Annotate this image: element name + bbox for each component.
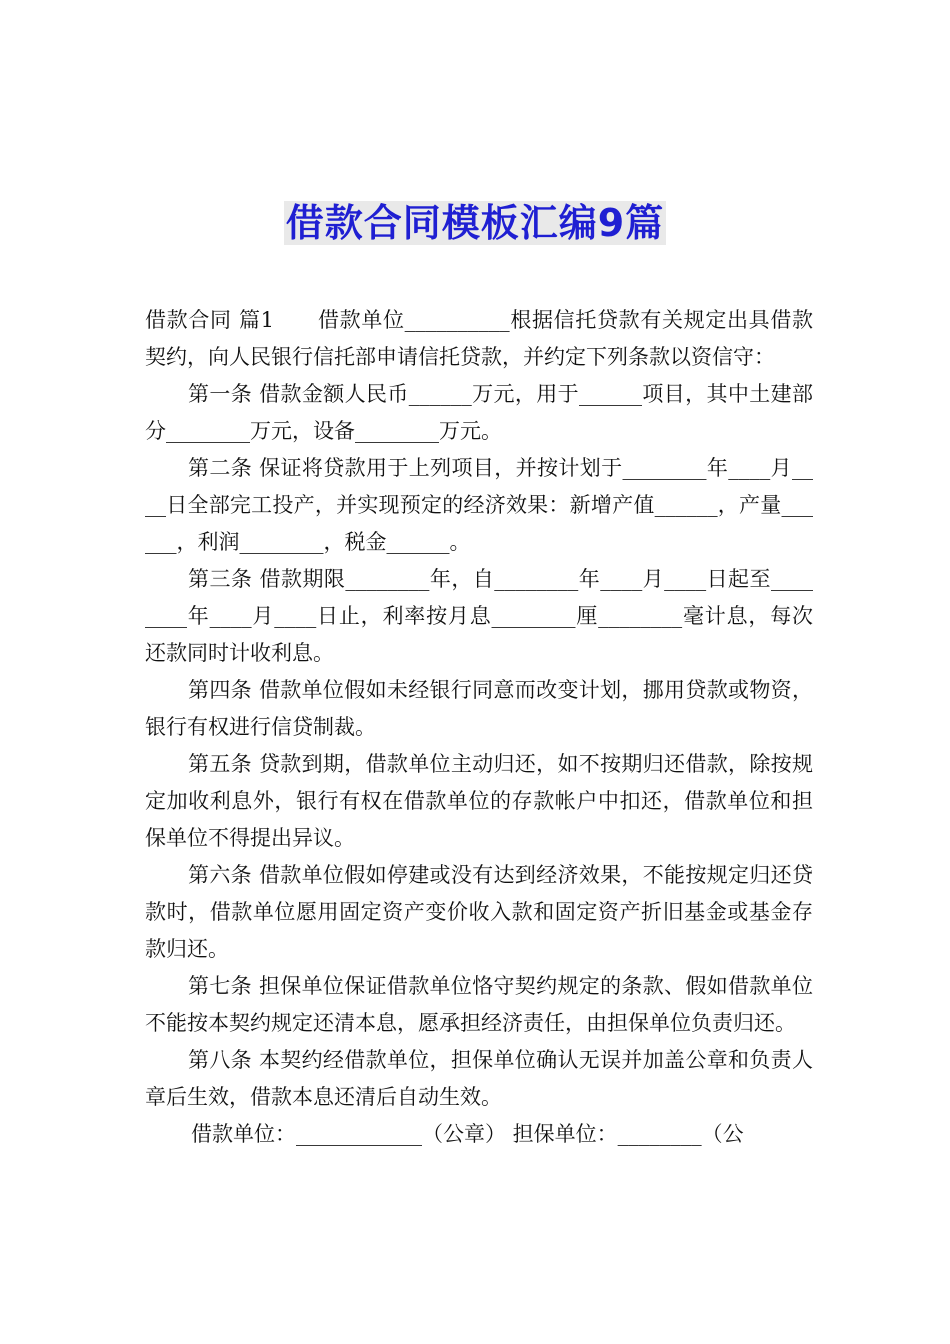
paragraph-article-3: 第三条 借款期限________年，自________年____月____日起至________年____月____日止，利率按月息________厘________毫计息，每次还款同时计收利息。 <box>145 567 813 665</box>
paragraph-intro: 借款合同 篇1 借款单位__________根据信托贷款有关规定出具借款契约，向人民银行信托部申请信托贷款，并约定下列条款以资信守： <box>145 308 813 369</box>
paragraph-article-5: 第五条 贷款到期，借款单位主动归还，如不按期归还借款，除按规定加收利息外，银行有权在借款单位的存款帐户中扣还，借款单位和担保单位不得提出异议。 <box>145 752 813 850</box>
paragraph-article-8: 第八条 本契约经借款单位，担保单位确认无误并加盖公章和负责人章后生效，借款本息还清后自动生效。 <box>145 1048 813 1109</box>
paragraph-article-6: 第六条 借款单位假如停建或没有达到经济效果，不能按规定归还贷款时，借款单位愿用固定资产变价收入款和固定资产折旧基金或基金存款归还。 <box>145 863 813 961</box>
paragraph-article-7: 第七条 担保单位保证借款单位恪守契约规定的条款、假如借款单位不能按本契约规定还清本息，愿承担经济责任，由担保单位负责归还。 <box>145 974 813 1035</box>
document-title-text: 借款合同模板汇编9篇 <box>285 201 665 246</box>
paragraph-article-1: 第一条 借款金额人民币______万元，用于______项目，其中土建部分________万元，设备________万元。 <box>145 382 813 443</box>
signature-line: 借款单位：____________（公章） 担保单位：________（公 <box>191 1122 744 1146</box>
paragraph-article-4: 第四条 借款单位假如未经银行同意而改变计划，挪用贷款或物资，银行有权进行信贷制裁。 <box>145 678 813 739</box>
paragraph-article-2: 第二条 保证将贷款用于上列项目，并按计划于________年____月____日全部完工投产，并实现预定的经济效果：新增产值______，产量______，利润________，税金______。 <box>145 456 813 554</box>
document-title <box>0 197 950 249</box>
document-body <box>145 302 813 1153</box>
